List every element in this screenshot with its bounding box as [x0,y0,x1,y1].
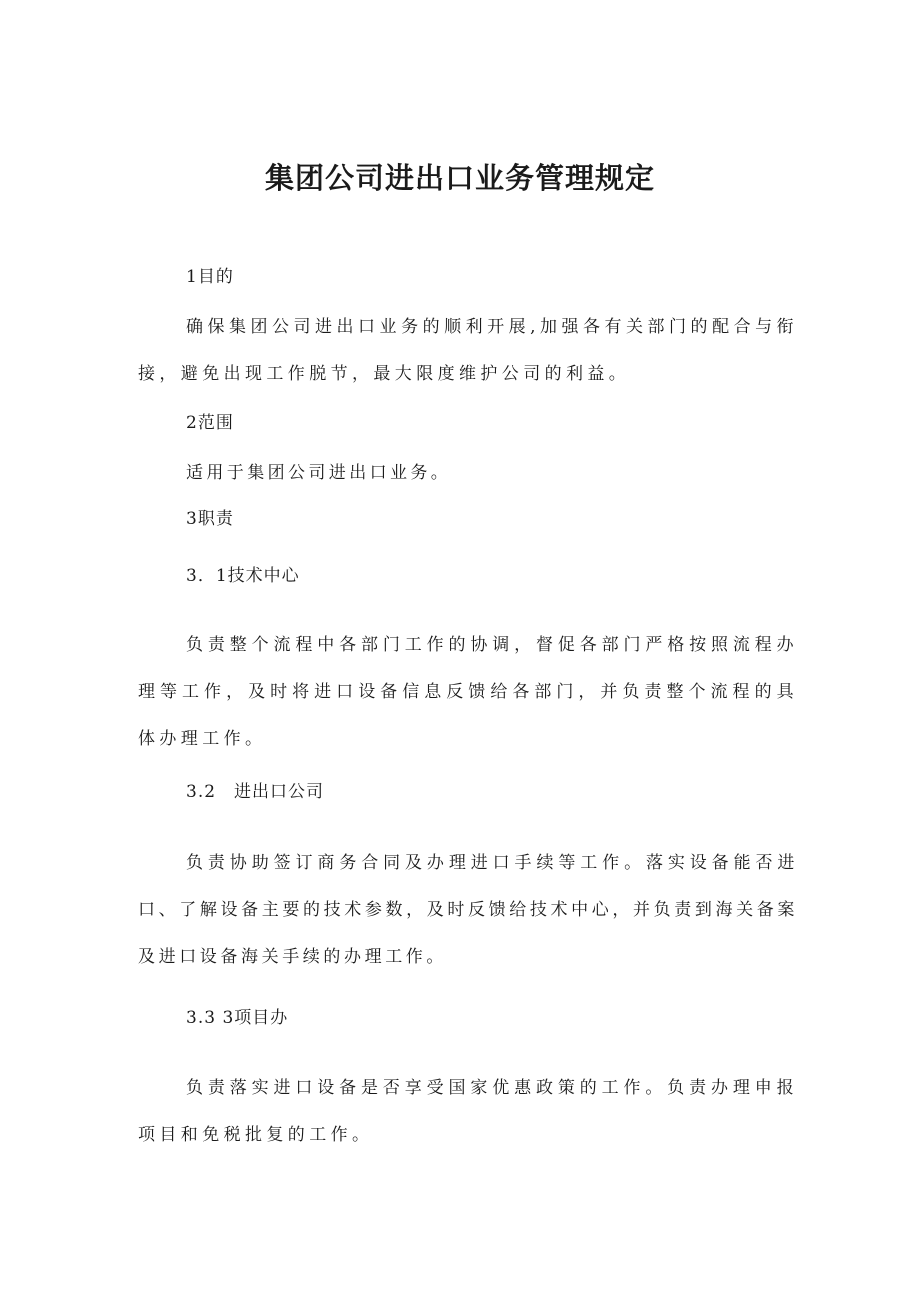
paragraph-scope: 适用于集团公司进出口业务。 [186,463,452,483]
paragraph-import-export-company: 负责协助签订商务合同及办理进口手续等工作。落实设备能否进口、了解设备主要的技术参数，及时反馈给技术中心，并负责到海关备案及进口设备海关手续的办理工作。 [138,853,798,967]
paragraph-purpose: 确保集团公司进出口业务的顺利开展,加强各有关部门的配合与衔接，避免出现工作脱节，最大限度维护公司的利益。 [138,317,798,384]
subsection-heading-project-office: 3.3 3项目办 [186,1008,289,1028]
subsection-heading-import-export-company: 3.2 进出口公司 [186,782,325,802]
section-heading-purpose: 1目的 [186,267,234,287]
section-heading-scope: 2范围 [186,413,234,433]
paragraph-tech-center: 负责整个流程中各部门工作的协调，督促各部门严格按照流程办理等工作，及时将进口设备信息反馈给各部门，并负责整个流程的具体办理工作。 [138,635,798,749]
subsection-heading-tech-center: 3．1技术中心 [186,566,300,586]
section-heading-responsibilities: 3职责 [186,509,234,529]
paragraph-project-office: 负责落实进口设备是否享受国家优惠政策的工作。负责办理申报项目和免税批复的工作。 [138,1078,798,1145]
document-title: 集团公司进出口业务管理规定 [264,161,655,195]
